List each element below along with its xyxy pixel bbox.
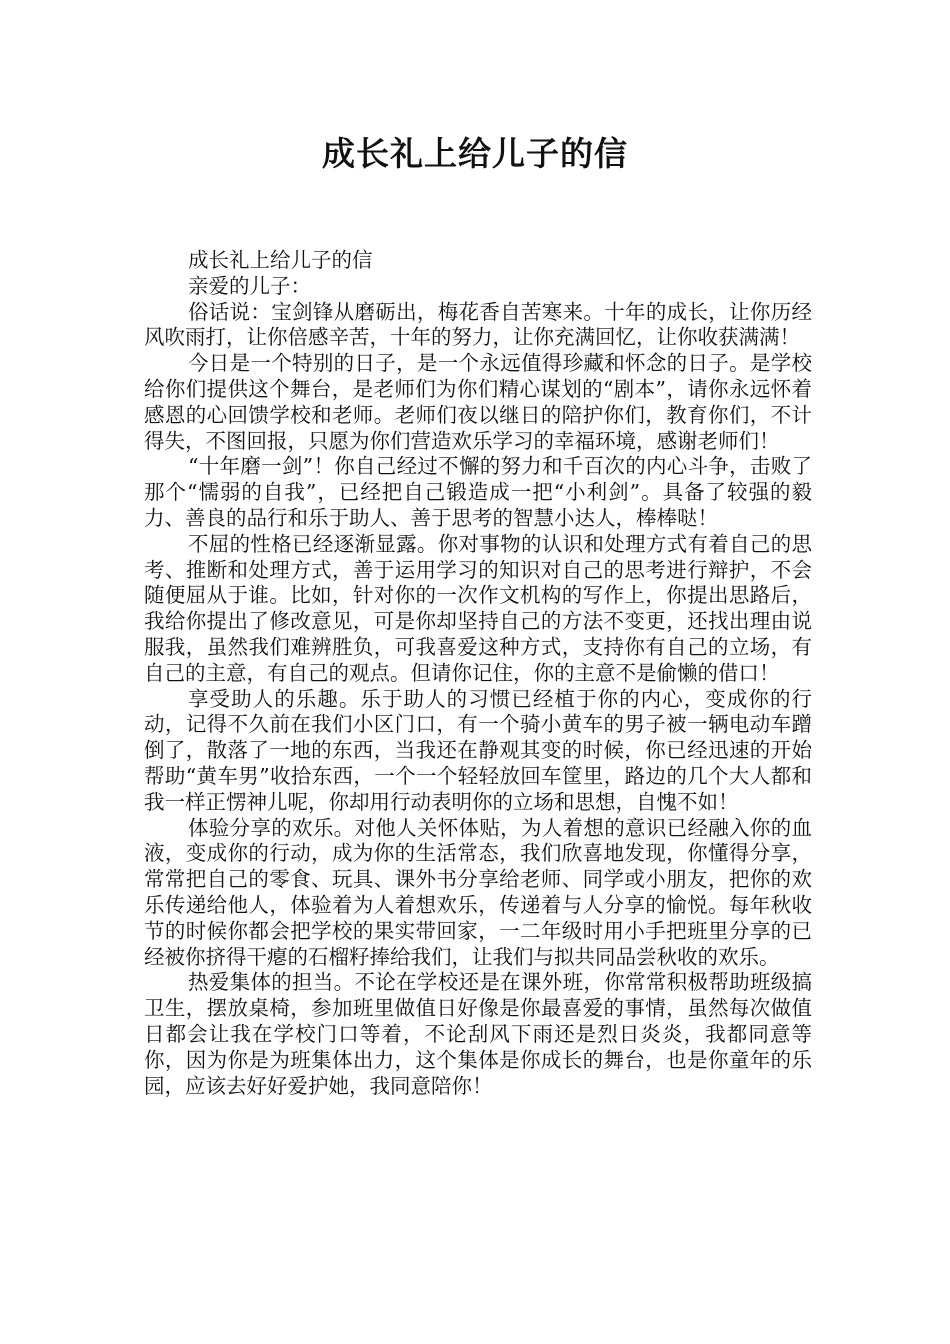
- paragraph: 今日是一个特别的日子，是一个永远值得珍藏和怀念的日子。是学校给你们提供这个舞台，是老师们为你们精心谋划的“剧本”，请你永远怀着感恩的心回馈学校和老师。老师们夜以继日的陪护你们，教育你们，不计得失，不图回报，只愿为你们营造欢乐学习的幸福环境，感谢老师们！: [144, 351, 812, 453]
- paragraph: 不屈的性格已经逐渐显露。你对事物的认识和处理方式有着自己的思考、推断和处理方式，善于运用学习的知识对自己的思考进行辩护，不会随便屈从于谁。比如，针对你的一次作文机构的写作上，你提出思路后，我给你提出了修改意见，可是你却坚持自己的方法不变更，还找出理由说服我，虽然我们难辨胜负，可我喜爱这种方式，支持你有自己的立场，有自己的主意，有自己的观点。但请你记住，你的主意不是偷懒的借口！: [144, 531, 812, 685]
- page-title: 成长礼上给儿子的信: [322, 134, 628, 173]
- paragraph: 热爱集体的担当。不论在学校还是在课外班，你常常积极帮助班级搞卫生，摆放桌椅，参加班里做值日好像是你最喜爱的事情，虽然每次做值日都会让我在学校门口等着，不论刮风下雨还是烈日炎炎，我都同意等你，因为你是为班集体出力，这个集体是你成长的舞台，也是你童年的乐园，应该去好好爱护她，我同意陪你！: [144, 970, 812, 1098]
- paragraph: 俗话说：宝剑锋从磨砺出，梅花香自苦寒来。十年的成长，让你历经风吹雨打，让你倍感辛苦，十年的努力，让你充满回忆，让你收获满满！: [144, 299, 812, 350]
- paragraph: 享受助人的乐趣。乐于助人的习惯已经植于你的内心，变成你的行动，记得不久前在我们小区门口，有一个骑小黄车的男子被一辆电动车蹭倒了，散落了一地的东西，当我还在静观其变的时候，你已经迅速的开始帮助“黄车男”收拾东西，一个一个轻轻放回车筐里，路边的几个大人都和我一样正愣神儿呢，你却用行动表明你的立场和思想，自愧不如！: [144, 686, 812, 814]
- paragraph: 体验分享的欢乐。对他人关怀体贴，为人着想的意识已经融入你的血液，变成你的行动，成为你的生活常态，我们欣喜地发现，你懂得分享，常常把自己的零食、玩具、课外书分享给老师、同学或小朋友，把你的欢乐传递给他人，体验着为人着想欢乐，传递着与人分享的愉悦。每年秋收节的时候你都会把学校的果实带回家，一二年级时用小手把班里分享的已经被你挤得干瘪的石榴籽捧给我们，让我们与拟共同品尝秋收的欢乐。: [144, 815, 812, 969]
- letter-subtitle: 成长礼上给儿子的信: [188, 248, 373, 272]
- letter-body: [144, 248, 812, 1099]
- paragraph: “十年磨一剑”！你自己经过不懈的努力和千百次的内心斗争，击败了那个“懦弱的自我”，已经把自己锻造成一把“小利剑”。具备了较强的毅力、善良的品行和乐于助人、善于思考的智慧小达人，棒棒哒！: [144, 454, 812, 530]
- letter-salutation: 亲爱的儿子：: [188, 273, 311, 298]
